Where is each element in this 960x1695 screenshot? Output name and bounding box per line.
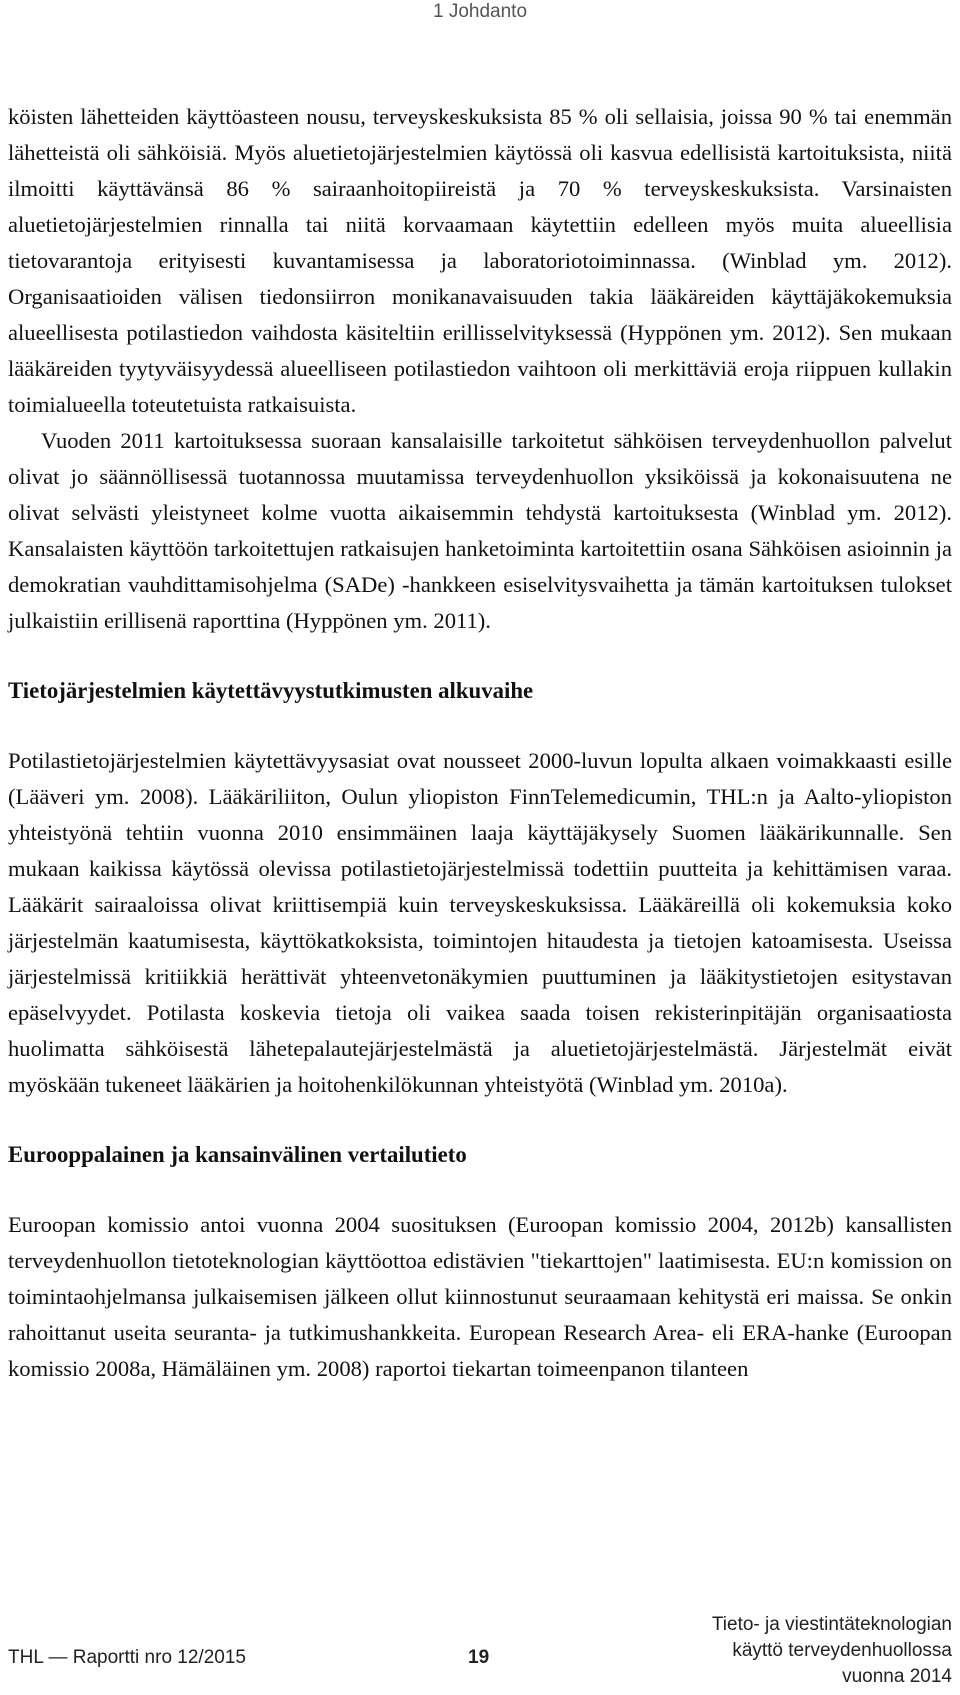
spacer bbox=[8, 709, 952, 743]
spacer bbox=[8, 1103, 952, 1137]
paragraph-4: Euroopan komissio antoi vuonna 2004 suosituksen (Euroopan komissio 2004, 2012b) kansallisten terveydenhuollon tietoteknologian käyttöottoa edistävien "tiekarttojen" laatimisesta. EU:n komission on toimintaohjelmansa julkaisemisen jälkeen ollut kiinnostunut seuraamaan kehitystä eri maissa. Se onkin rahoittanut useita seuranta- ja tutkimushankkeita. European Research Area- eli ERA-hanke (Euroopan komissio 2008a, Hämäläinen ym. 2008) raportoi tiekartan toimeenpanon tilanteen bbox=[8, 1212, 952, 1381]
document-body bbox=[8, 99, 952, 1387]
footer-page-number: 19 bbox=[468, 1647, 490, 1668]
footer-report-title bbox=[652, 1612, 952, 1690]
paragraph-3: Potilastietojärjestelmien käytettävyysasiat ovat nousseet 2000-luvun lopulta alkaen voimakkaasti esille (Lääveri ym. 2008). Lääkäriliiton, Oulun yliopiston FinnTelemedicumin, THL:n ja Aalto-yliopiston yhteistyönä tehtiin vuonna 2010 ensimmäinen laaja käyttäjäkysely Suomen lääkärikunnalle. Sen mukaan kaikissa käytössä olevissa potilastietojärjestelmissä todettiin puutteita ja kehittämisen varaa. Lääkärit sairaaloissa olivat kriittisempiä kuin terveyskeskuksissa. Lääkäreillä oli kokemuksia koko järjestelmän kaatumisesta, käyttökatkoksista, toimintojen hitaudesta ja tietojen katoamisesta. Useissa järjestelmissä kritiikkiä herättivät yhteenvetonäkymien puuttuminen ja lääkitystietojen esitystavan epäselvyydet. Potilasta koskevia tietoja oli vaikea saada toisen rekisterinpitäjän organisaatiosta huolimatta sähköisestä lähetepalautejärjestelmästä ja aluetietojärjestelmästä. Järjestelmät eivät myöskään tukeneet lääkärien ja hoitohenkilökunnan yhteistyötä (Winblad ym. 2010a). bbox=[8, 748, 952, 1097]
footer-title-line-1: Tieto- ja viestintäteknologian bbox=[711, 1614, 952, 1635]
paragraph-1: köisten lähetteiden käyttöasteen nousu, terveyskeskuksista 85 % oli sellaisia, joissa 90 % tai enemmän lähetteistä oli sähköisiä. Myös aluetietojärjestelmien käytössä oli kasvua edellisistä kartoituksista, niitä ilmoitti käyttävänsä 86 % sairaanhoitopiireistä ja 70 % terveyskeskuksista. Varsinaisten aluetietojärjestelmien rinnalla tai niitä korvaamaan käytettiin edelleen myös muita alueellisia tietovarantoja erityisesti kuvantamisessa ja laboratoriotoiminnassa. (Winblad ym. 2012). Organisaatioiden välisen tiedonsiirron monikanavaisuuden takia lääkäreiden käyttäjäkokemuksia alueellisesta potilastiedon vaihdosta käsiteltiin erillisselvityksessä (Hyppönen ym. 2012). Sen mukaan lääkäreiden tyytyväisyydessä alueelliseen potilastiedon vaihtoon oli merkittäviä eroja riippuen kullakin toimialueella toteutetuista ratkaisuista. bbox=[8, 104, 952, 417]
section-heading-usability: Tietojärjestelmien käytettävyystutkimusten alkuvaihe bbox=[8, 678, 534, 703]
section-heading-european: Eurooppalainen ja kansainvälinen vertailutieto bbox=[8, 1142, 467, 1167]
footer-title-line-3: vuonna 2014 bbox=[842, 1666, 952, 1687]
paragraph-2: Vuoden 2011 kartoituksessa suoraan kansalaisille tarkoitetut sähköisen terveydenhuollon palvelut olivat jo säännöllisessä tuotannossa muutamissa terveydenhuollon yksiköissä ja kokonaisuutena ne olivat selvästi yleistyneet kolme vuotta aikaisemmin tehdystä kartoituksesta (Winblad ym. 2012). Kansalaisten käyttöön tarkoitettujen ratkaisujen hanketoiminta kartoitettiin osana Sähköisen asioinnin ja demokratian vauhdittamisohjelma (SADe) -hankkeen esiselvitysvaihetta ja tämän kartoituksen tulokset julkaistiin erillisenä raporttina (Hyppönen ym. 2011). bbox=[8, 428, 952, 633]
page-footer bbox=[0, 1610, 960, 1695]
footer-title-line-2: käyttö terveydenhuollossa bbox=[732, 1640, 952, 1661]
footer-publisher: THL — Raportti nro 12/2015 bbox=[8, 1647, 246, 1668]
spacer bbox=[8, 1173, 952, 1207]
spacer bbox=[8, 639, 952, 673]
running-header-chapter: 1 Johdanto bbox=[432, 1, 528, 22]
